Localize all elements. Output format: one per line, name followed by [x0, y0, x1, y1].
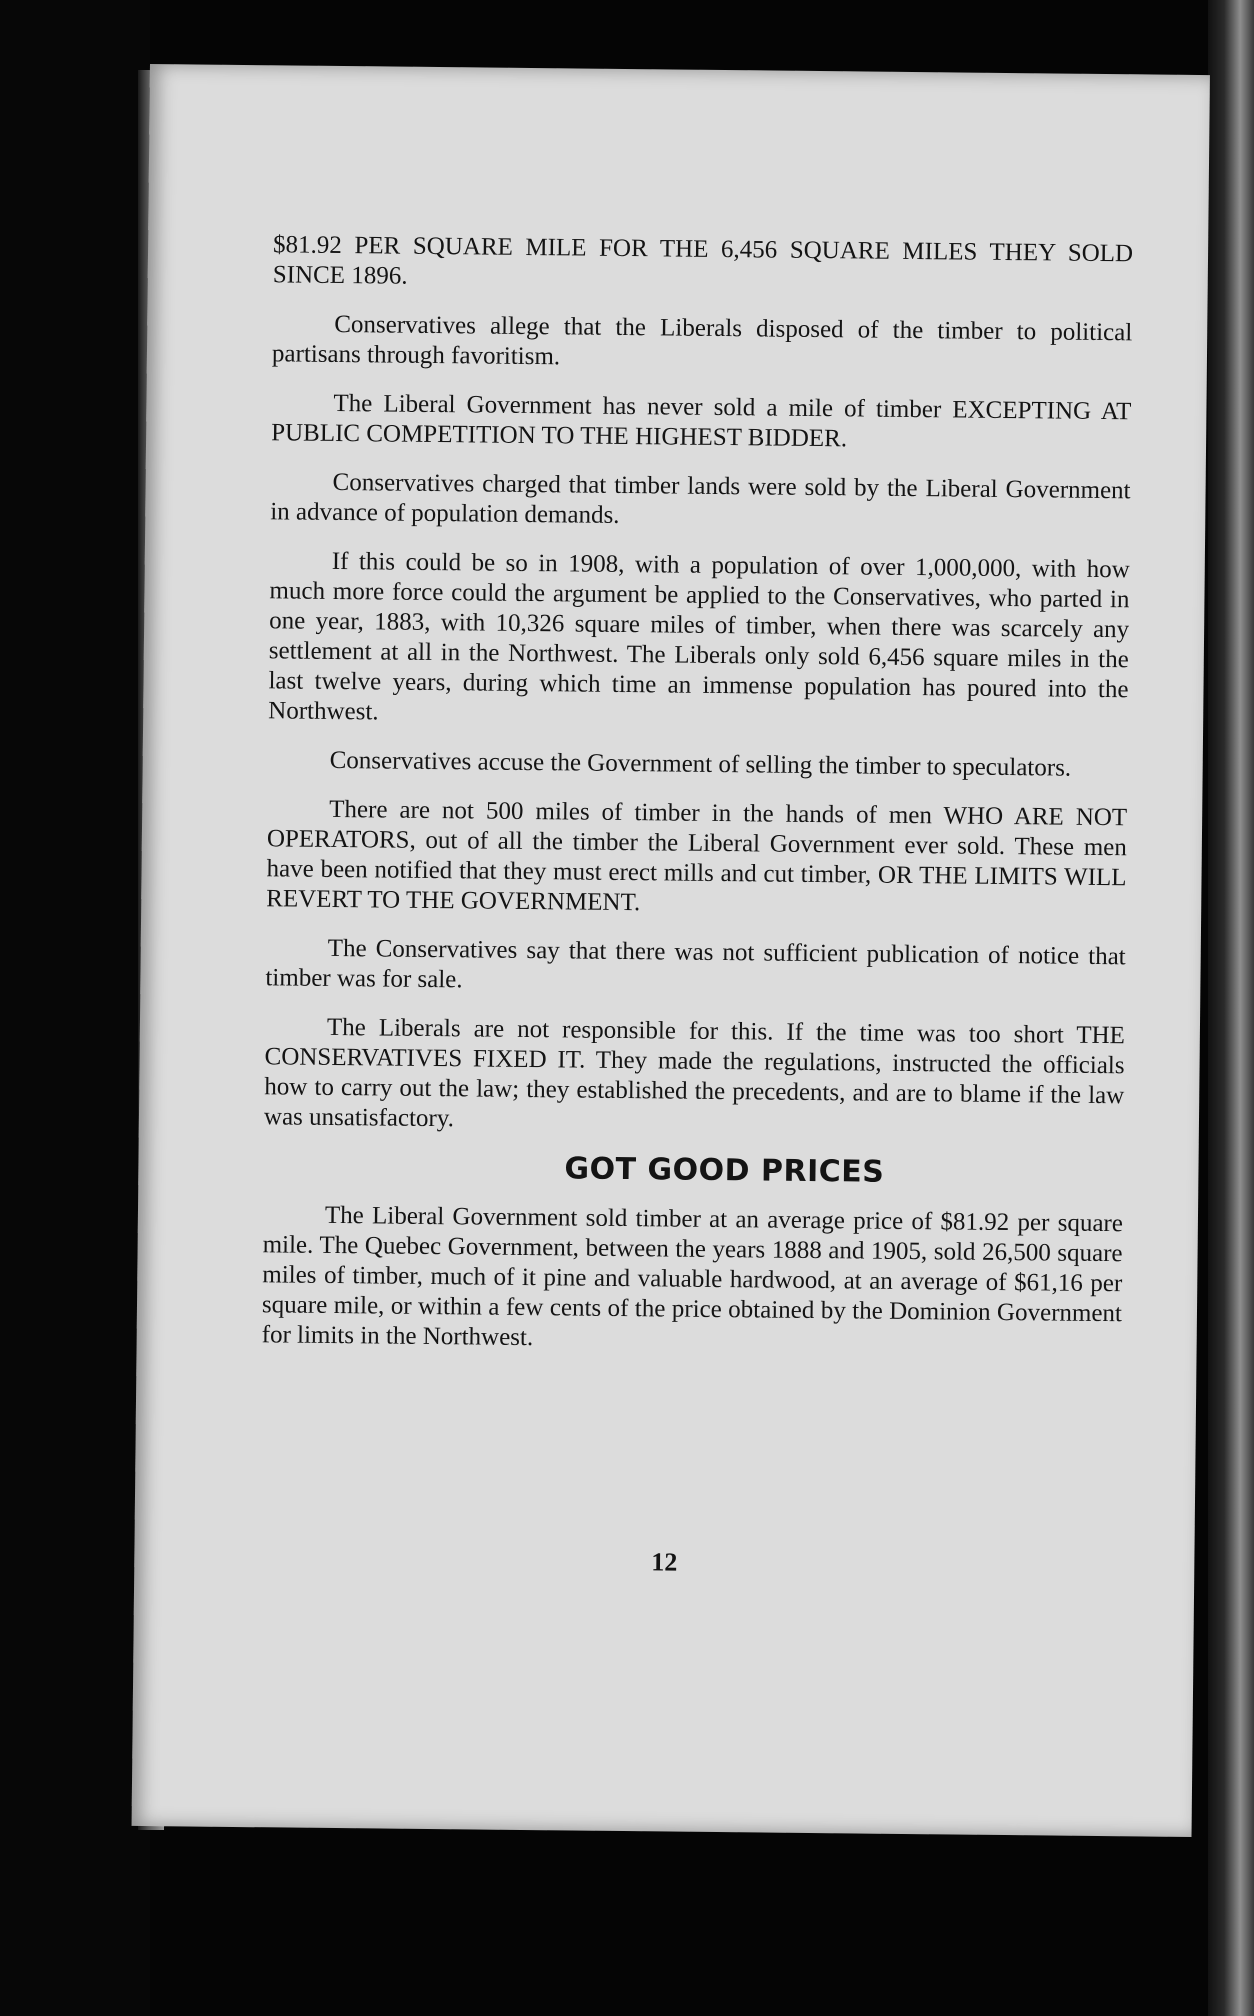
paragraph-rebuttal-population: If this could be so in 1908, with a population of over 1,000,000, with how much more force could the argument be applied to the Conservatives, who parted in one year, 1883, with 10,326 square miles of timber, when there was scarcely any settlement at all in the Northwest. The Liberals only sold 6,456 square miles in the last twelve years, during which time an immense population has poured into the Northwest.: [268, 547, 1130, 726]
page-number: 12: [651, 1547, 678, 1577]
paragraph-allegation-favoritism: Conservatives allege that the Liberals disposed of the timber to political partisans through favoritism.: [271, 310, 1133, 371]
paragraph-allegation-population: Conservatives charged that timber lands were sold by the Liberal Government in advance of population demands.: [270, 468, 1131, 529]
paragraph-prices: The Liberal Government sold timber at an average price of $81.92 per square mile. The Quebec Government, between the years 1888 and 1905, sold 26,500 square miles of timber, much of it pine and valuable hardwood, at an average of $61,16 per square mile, or within a few cents of the price obtained by the Dominion Government for limits in the Northwest.: [261, 1201, 1124, 1352]
scan-margin-right: [1208, 0, 1254, 2016]
page-text: [261, 230, 1133, 1378]
book-page: [132, 64, 1210, 1837]
section-heading: GOT GOOD PRICES: [564, 1151, 885, 1190]
paragraph-rebuttal-publication: The Liberals are not responsible for this. If the time was too short THE CONSERVATIVES FIXED IT. They made the regulations, instructed the officials how to carry out the law; they established the precedents, and are to blame if the law was unsatisfactory.: [263, 1013, 1126, 1133]
paragraph-allegation-publication: The Conservatives say that there was not sufficient publication of notice that timber was for sale.: [265, 934, 1126, 994]
paragraph-allegation-speculators: Conservatives accuse the Government of selling the timber to speculators.: [329, 746, 1072, 782]
scan-margin-left: [0, 0, 150, 2016]
paragraph-rebuttal-speculators: There are not 500 miles of timber in the hands of men WHO ARE NOT OPERATORS, out of all the timber the Liberal Government ever sold. These men have been notified that they must erect mills and cut timber, OR THE LIMITS WILL REVERT TO THE GOVERNMENT.: [266, 795, 1128, 917]
paragraph-public-competition: The Liberal Government has never sold a mile of timber EXCEPTING AT PUBLIC COMPETITION TO THE HIGHEST BIDDER.: [271, 389, 1132, 453]
paragraph-intro: $81.92 PER SQUARE MILE FOR THE 6,456 SQUARE MILES THEY SOLD SINCE 1896.: [272, 231, 1134, 290]
